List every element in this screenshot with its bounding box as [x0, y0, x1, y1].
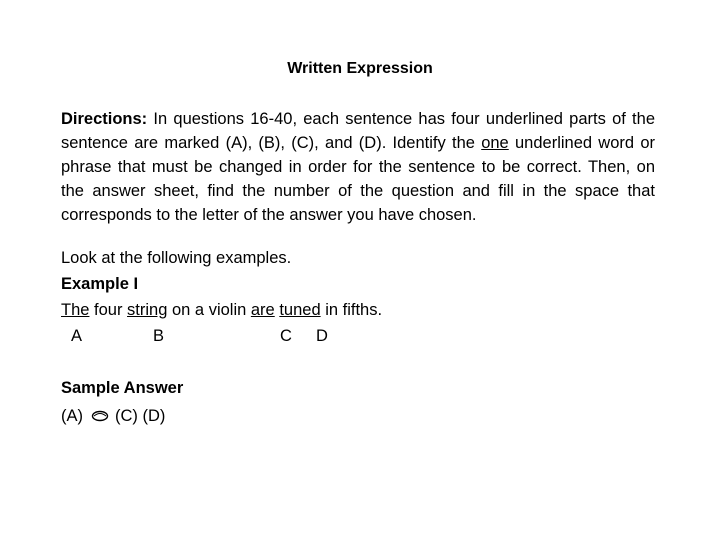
example-part-a: The — [61, 301, 90, 319]
letter-d: D — [316, 327, 328, 345]
sample-option-d: (D) — [142, 407, 166, 425]
sample-option-a: (A) — [61, 407, 83, 425]
directions-underlined-word: one — [481, 134, 509, 152]
example-sentence — [61, 298, 382, 322]
example-label: Example I — [61, 275, 139, 293]
example-text-1: four — [89, 301, 128, 319]
letter-a: A — [71, 327, 83, 345]
example-text-4: in fifths. — [320, 301, 383, 319]
example-text-2: on a violin — [167, 301, 251, 319]
letter-b: B — [153, 327, 165, 345]
filled-bubble-icon — [91, 405, 109, 429]
example-part-b: string — [127, 301, 168, 319]
sample-answer-row — [61, 404, 165, 429]
example-part-c: are — [250, 301, 275, 319]
directions-text-2: underlined word or phrase that must be changed in order for the sentence to be correct. Then, on the answer sheet, find the number of the question and fill in the space that corresponds to the letter of the answer you have chosen. — [61, 134, 655, 224]
sample-option-c: (C) — [115, 407, 138, 425]
directions-paragraph — [61, 107, 655, 227]
letter-c: C — [280, 327, 292, 345]
example-letter-row — [0, 324, 720, 348]
example-part-d: tuned — [279, 301, 321, 319]
look-instruction: Look at the following examples. — [61, 249, 292, 267]
sample-answer-label: Sample Answer — [61, 379, 184, 397]
page-title: Written Expression — [287, 60, 433, 77]
directions-label: Directions: — [61, 110, 148, 128]
directions-text-1: In questions 16-40, each sentence has four underlined parts of the sentence are marked (A), (B), (C), and (D). Identify the — [61, 110, 655, 152]
